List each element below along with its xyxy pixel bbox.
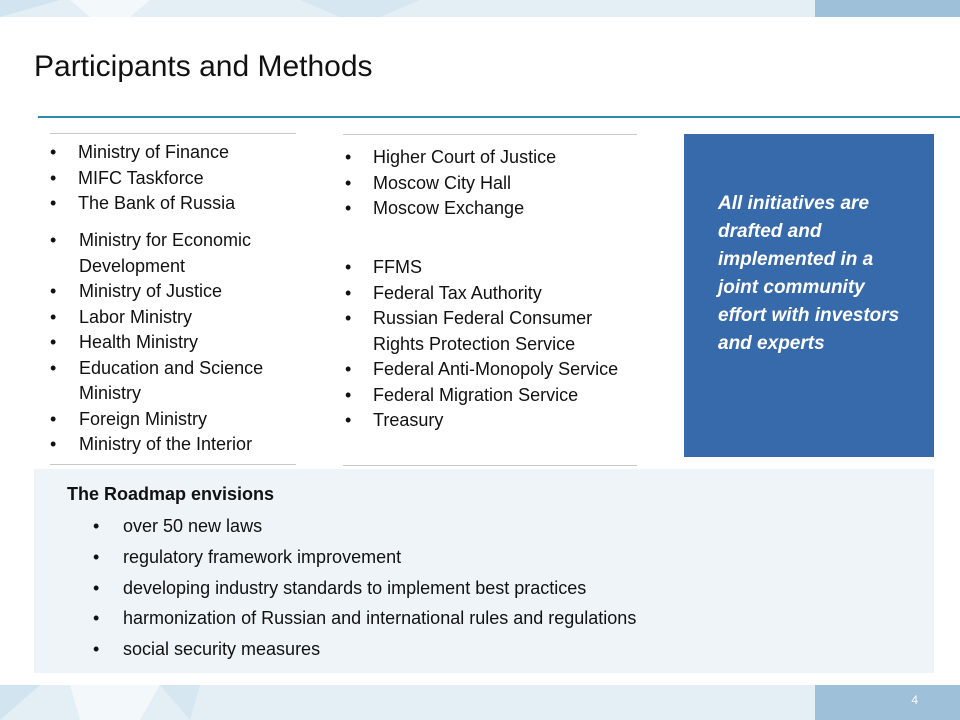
list-item: • Foreign Ministry [48,407,308,433]
callout-box [684,134,934,457]
roadmap-item: • harmonization of Russian and international rules and regulations [91,603,636,634]
roadmap-box [34,469,934,673]
bottom-decorative-band [0,685,960,720]
middle-list-group-b [343,255,643,434]
middle-column-bottom-rule [343,465,637,466]
page-number: 4 [911,693,918,707]
roadmap-item: • over 50 new laws [91,511,636,542]
roadmap-item: • regulatory framework improvement [91,542,636,573]
top-decorative-band [0,0,960,17]
list-item: • Federal Migration Service [343,383,643,409]
list-item: • FFMS [343,255,643,281]
list-item: • The Bank of Russia [48,191,308,217]
list-item: • Federal Anti-Monopoly Service [343,357,643,383]
roadmap-heading: The Roadmap envisions [67,484,275,504]
list-item: • Moscow Exchange [343,196,643,222]
slide-title: Participants and Methods [34,50,373,83]
list-item: • Labor Ministry [48,305,308,331]
left-column-bottom-rule [50,464,296,465]
middle-list-group-a [343,145,643,222]
left-list-group-b [48,228,308,458]
roadmap-item: • social security measures [91,634,636,665]
left-list-group-a [48,140,308,217]
title-underline [38,116,960,118]
middle-column-top-rule [343,134,637,135]
list-item: • Treasury [343,408,643,434]
roadmap-list [91,511,636,665]
list-item: • Education and Science Ministry [48,356,308,407]
left-column-top-rule [50,133,296,134]
list-item: • Higher Court of Justice [343,145,643,171]
list-item: • Ministry for Economic Development [48,228,308,279]
list-item: • Russian Federal Consumer Rights Protection Service [343,306,643,357]
callout-text: All initiatives are drafted and implemented in a joint community effort with investors and experts [718,193,900,354]
roadmap-item: • developing industry standards to implement best practices [91,573,636,604]
list-item: • Moscow City Hall [343,171,643,197]
list-item: • Federal Tax Authority [343,281,643,307]
list-item: • Ministry of Justice [48,279,308,305]
list-item: • Health Ministry [48,330,308,356]
list-item: • MIFC Taskforce [48,166,308,192]
list-item: • Ministry of the Interior [48,432,308,458]
list-item: • Ministry of Finance [48,140,308,166]
